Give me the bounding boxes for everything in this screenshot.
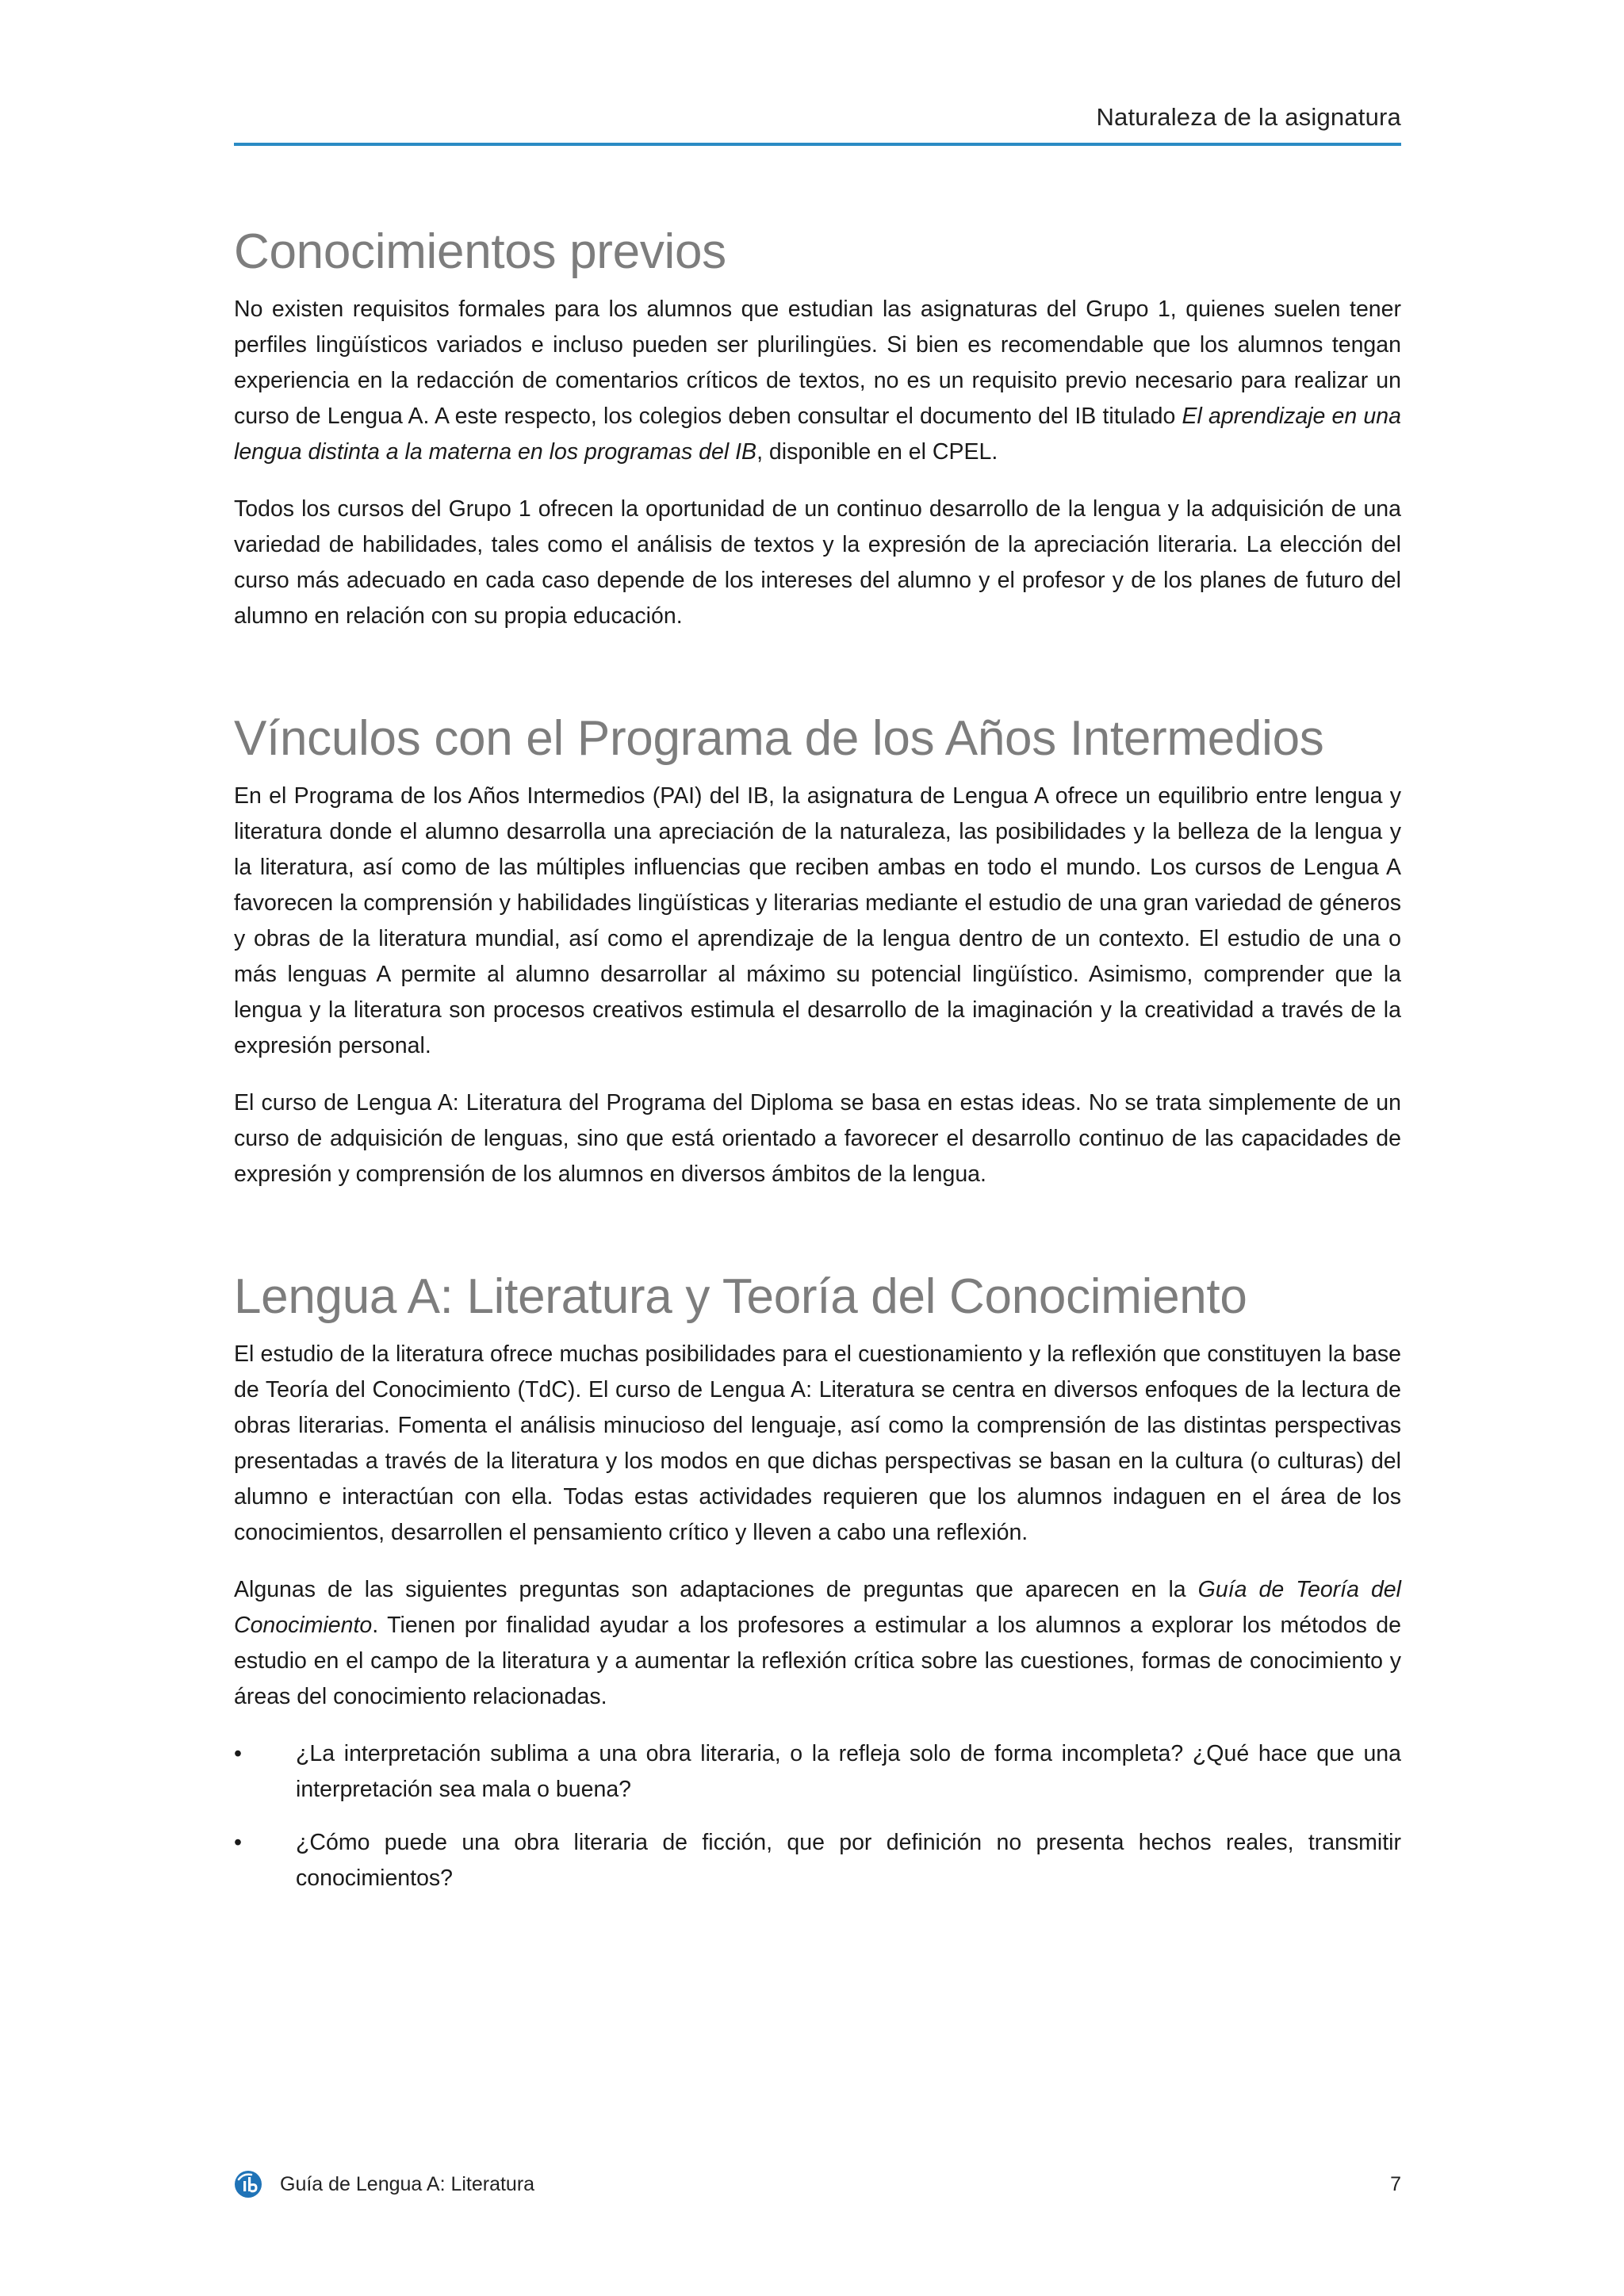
- paragraph: El curso de Lengua A: Literatura del Programa del Diploma se basa en estas ideas. No se trata simplemente de un curso de adquisición de lenguas, sino que está orientado a favorecer el desarrollo continuo de las capacidades de expresión y comprensión de los alumnos en diversos ámbitos de la lengua.: [234, 1090, 1401, 1187]
- section-heading: Lengua A: Literatura y Teoría del Conocimiento: [234, 1269, 1247, 1324]
- paragraph-text: , disponible en el CPEL.: [756, 439, 998, 465]
- bullet-icon: •: [234, 1741, 242, 1766]
- section-conocimientos-previos: [234, 222, 1401, 634]
- page-number: 7: [1390, 2173, 1401, 2195]
- header-title: Naturaleza de la asignatura: [1096, 103, 1401, 131]
- section-heading: Vínculos con el Programa de los Años Intermedios: [234, 711, 1324, 766]
- page-footer: [234, 2168, 1401, 2203]
- paragraph: El estudio de la literatura ofrece muchas posibilidades para el cuestionamiento y la reflexión que constituyen la base de Teoría del Conocimiento (TdC). El curso de Lengua A: Literatura se centra en diversos enfoques de la lectura de obras literarias. Fomenta el análisis minucioso del lenguaje, así como la comprensión de las distintas perspectivas presentadas a través de la literatura y los modos en que dichas perspectivas se basan en la cultura (o culturas) del alumno e interactúan con ella. Todas estas actividades requieren que los alumnos indaguen en el área de los conocimientos, desarrollen el pensamiento crítico y lleven a cabo una reflexión.: [234, 1341, 1401, 1545]
- ib-logo-icon: [234, 2170, 262, 2198]
- paragraph: [234, 1572, 1401, 1715]
- paragraph-text: . Tienen por finalidad ayudar a los profesores a estimular a los alumnos a explorar los métodos de estudio en el campo de la literatura y a aumentar la reflexión crítica sobre las cuestiones, formas de conocimiento y áreas del conocimiento relacionadas.: [234, 1613, 1401, 1709]
- list-item: [234, 1825, 1401, 1896]
- footer-guide-title: Guía de Lengua A: Literatura: [280, 2173, 535, 2195]
- section-vinculos-pai: [234, 709, 1401, 1192]
- page-header: [234, 101, 1401, 146]
- paragraph: En el Programa de los Años Intermedios (PAI) del IB, la asignatura de Lengua A ofrece un equilibrio entre lengua y literatura donde el alumno desarrolla una apreciación de la naturaleza, las posibilidades y la belleza de la lengua y la literatura, así como de las múltiples influencias que reciben ambas en todo el mundo. Los cursos de Lengua A favorecen la comprensión y habilidades lingüísticas y literarias mediante el estudio de una gran variedad de géneros y obras de la literatura mundial, así como el aprendizaje de la lengua dentro de un contexto. El estudio de una o más lenguas A permite al alumno desarrollar al máximo su potencial lingüístico. Asimismo, comprender que la lengua y la literatura son procesos creativos estimula el desarrollo de la imaginación y la creatividad a través de la expresión personal.: [234, 783, 1401, 1058]
- section-literatura-tdc: [234, 1267, 1401, 1896]
- paragraph: Todos los cursos del Grupo 1 ofrecen la oportunidad de un continuo desarrollo de la lengua y la adquisición de una variedad de habilidades, tales como el análisis de textos y la expresión de la apreciación literaria. La elección del curso más adecuado en cada caso depende de los intereses del alumno y el profesor y de los planes de futuro del alumno en relación con su propia educación.: [234, 496, 1401, 629]
- main-content: [234, 222, 1401, 1914]
- question-list: [234, 1736, 1401, 1896]
- document-title-italic: El aprendizaje en una lengua distinta a la materna en los programas del IB: [234, 404, 1401, 465]
- list-item-text: ¿La interpretación sublima a una obra literaria, o la refleja solo de forma incompleta? ¿Qué hace que una interpretación sea mala o buena?: [296, 1741, 1401, 1802]
- paragraph-text: No existen requisitos formales para los alumnos que estudian las asignaturas del Grupo 1, quienes suelen tener perfiles lingüísticos variados e incluso pueden ser plurilingües. Si bien es recomendable que los alumnos tengan experiencia en la redacción de comentarios críticos de textos, no es un requisito previo necesario para realizar un curso de Lengua A. A este respecto, los colegios deben consultar el documento del IB titulado: [234, 297, 1401, 429]
- list-item-text: ¿Cómo puede una obra literaria de ficción, que por definición no presenta hechos reales, transmitir conocimientos?: [296, 1830, 1401, 1891]
- section-heading: Conocimientos previos: [234, 224, 726, 279]
- document-title-italic: Guía de Teoría del Conocimiento: [234, 1577, 1401, 1638]
- paragraph: [234, 292, 1401, 470]
- list-item: [234, 1736, 1401, 1808]
- paragraph-text: Algunas de las siguientes preguntas son adaptaciones de preguntas que aparecen en la: [234, 1577, 1198, 1602]
- bullet-icon: •: [234, 1830, 242, 1855]
